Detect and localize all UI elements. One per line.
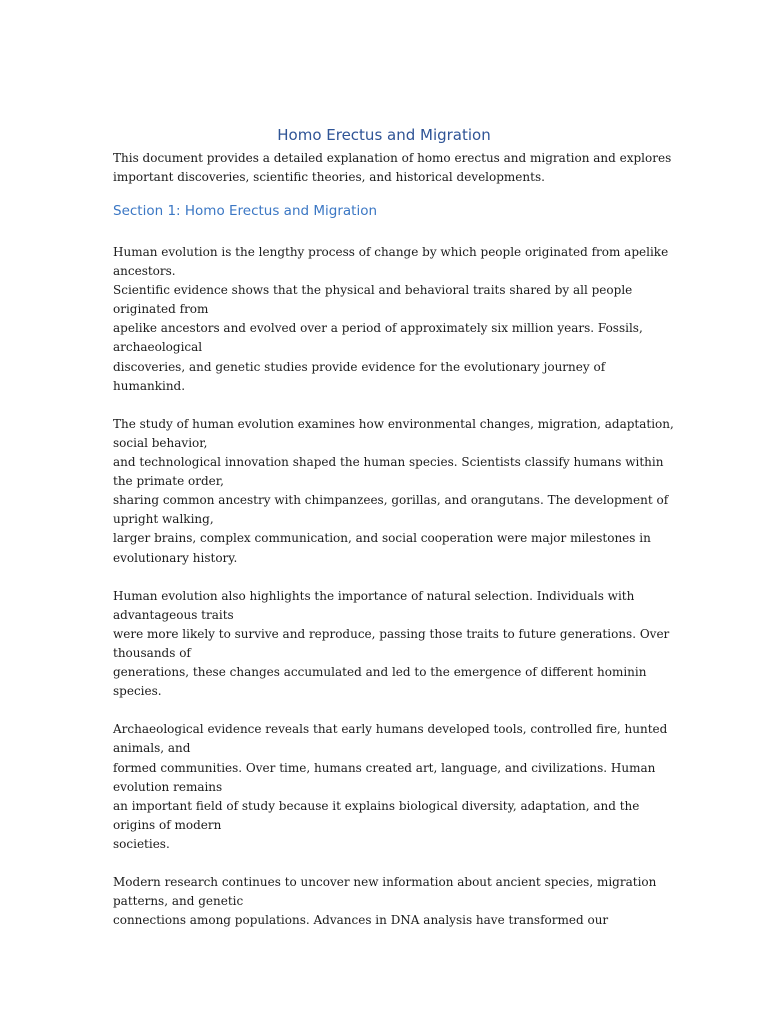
paragraph-line: apelike ancestors and evolved over a period of approximately six million years. Fossils, [113, 321, 643, 336]
intro-line: important discoveries, scientific theories, and historical developments. [113, 170, 545, 185]
paragraph-line: discoveries, and genetic studies provide evidence for the evolutionary journey of [113, 359, 606, 374]
body-paragraph [113, 720, 673, 854]
paragraph-line: larger brains, complex communication, and social cooperation were major milestones in [113, 531, 651, 546]
paragraph-line: Human evolution is the lengthy process of change by which people originated from apelike [113, 245, 669, 259]
paragraph-line: Scientific evidence shows that the physical and behavioral traits shared by all people [113, 283, 633, 298]
paragraph-line: an important field of study because it explains biological diversity, adaptation, and the [113, 798, 640, 813]
paragraph-line: formed communities. Over time, humans created art, language, and civilizations. Human [113, 760, 656, 775]
section-heading: Section 1: Homo Erectus and Migration [113, 203, 378, 219]
paragraph-line: societies. [113, 836, 170, 851]
paragraph-line: thousands of [113, 645, 191, 660]
body-paragraph [113, 415, 673, 568]
paragraph-line: Archaeological evidence reveals that early humans developed tools, controlled fire, hunted [113, 722, 668, 737]
body-paragraph [113, 243, 673, 396]
body-paragraph [113, 587, 673, 702]
paragraph-line: originated from [113, 302, 209, 317]
paragraph-line: patterns, and genetic [113, 894, 244, 909]
paragraph-line: generations, these changes accumulated and led to the emergence of different hominin [113, 665, 647, 680]
intro-line: This document provides a detailed explanation of homo erectus and migration and explores [113, 151, 672, 165]
paragraph-line: ancestors. [113, 264, 176, 279]
paragraph-line: sharing common ancestry with chimpanzees, gorillas, and orangutans. The development of [113, 493, 669, 508]
paragraph-line: The study of human evolution examines how environmental changes, migration, adaptation, [113, 416, 674, 431]
paragraph-line: advantageous traits [113, 607, 234, 622]
document-title: Homo Erectus and Migration [277, 126, 491, 144]
paragraph-gap [113, 396, 673, 415]
intro-paragraph [113, 149, 673, 187]
paragraph-line: evolutionary history. [113, 550, 238, 565]
paragraph-line: humankind. [113, 378, 186, 393]
paragraph-line: and technological innovation shaped the human species. Scientists classify humans within [113, 455, 664, 470]
paragraph-line: Modern research continues to uncover new information about ancient species, migration [113, 875, 657, 890]
section-body [113, 243, 673, 930]
paragraph-line: archaeological [113, 340, 203, 355]
paragraph-line: animals, and [113, 741, 191, 756]
paragraph-line: Human evolution also highlights the importance of natural selection. Individuals with [113, 588, 635, 603]
paragraph-line: species. [113, 684, 162, 699]
paragraph-line: the primate order, [113, 474, 224, 489]
paragraph-line: evolution remains [113, 779, 223, 794]
body-paragraph [113, 873, 673, 930]
paragraph-gap [113, 568, 673, 587]
paragraph-gap [113, 854, 673, 873]
paragraph-line: social behavior, [113, 435, 208, 450]
paragraph-line: upright walking, [113, 512, 214, 527]
paragraph-gap [113, 701, 673, 720]
paragraph-line: origins of modern [113, 817, 222, 832]
paragraph-line: were more likely to survive and reproduce, passing those traits to future generations. Over [113, 626, 670, 641]
paragraph-line: connections among populations. Advances in DNA analysis have transformed our [113, 913, 609, 928]
